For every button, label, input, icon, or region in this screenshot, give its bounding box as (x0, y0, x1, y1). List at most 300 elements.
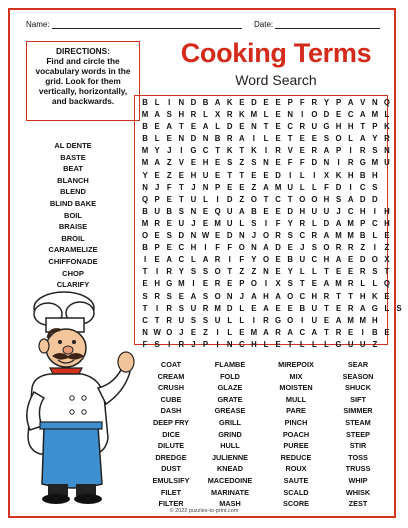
grid-letter[interactable]: Y (251, 255, 257, 265)
grid-letter[interactable]: L (372, 279, 378, 289)
grid-letter[interactable]: N (372, 98, 378, 107)
grid-letter[interactable]: J (191, 339, 196, 349)
grid-letter[interactable]: E (227, 182, 233, 192)
grid-letter[interactable]: E (275, 339, 281, 349)
grid-letter[interactable]: C (238, 339, 245, 349)
grid-letter[interactable]: Y (142, 170, 148, 180)
grid-letter[interactable]: U (214, 315, 221, 325)
grid-letter[interactable]: R (275, 327, 281, 337)
grid-letter[interactable]: I (143, 255, 147, 265)
grid-letter[interactable]: U (384, 158, 390, 168)
grid-letter[interactable]: E (227, 279, 233, 289)
grid-letter[interactable]: E (178, 170, 184, 180)
grid-letter[interactable]: L (311, 182, 317, 192)
grid-letter[interactable]: A (263, 303, 269, 313)
grid-letter[interactable]: L (227, 315, 233, 325)
grid-letter[interactable]: D (372, 194, 378, 204)
grid-letter[interactable]: A (323, 146, 330, 156)
grid-letter[interactable]: P (335, 146, 342, 156)
grid-letter[interactable]: A (335, 255, 342, 265)
grid-letter[interactable]: R (347, 158, 354, 168)
grid-letter[interactable]: L (263, 339, 269, 349)
grid-letter[interactable]: H (190, 170, 197, 180)
grid-letter[interactable]: K (251, 146, 257, 156)
grid-letter[interactable]: N (142, 182, 148, 192)
grid-letter[interactable]: E (335, 110, 342, 120)
grid-letter[interactable]: A (275, 291, 281, 301)
grid-letter[interactable]: E (323, 315, 330, 325)
grid-letter[interactable]: C (202, 146, 209, 156)
grid-letter[interactable]: E (348, 267, 354, 277)
grid-letter[interactable]: R (214, 279, 221, 289)
grid-letter[interactable]: E (263, 98, 269, 107)
grid-letter[interactable]: M (178, 279, 185, 289)
grid-letter[interactable]: A (323, 231, 330, 241)
grid-letter[interactable]: U (311, 206, 318, 216)
grid-letter[interactable]: U (202, 170, 209, 180)
grid-letter[interactable]: E (166, 218, 172, 228)
grid-letter[interactable]: C (178, 243, 185, 253)
grid-letter[interactable]: O (250, 279, 257, 289)
grid-letter[interactable]: G (335, 339, 342, 349)
grid-letter[interactable]: E (202, 279, 209, 289)
grid-letter[interactable]: E (384, 231, 390, 241)
grid-letter[interactable]: T (142, 303, 148, 313)
grid-letter[interactable]: H (263, 291, 269, 301)
grid-letter[interactable]: E (275, 255, 281, 265)
grid-letter[interactable]: M (274, 182, 282, 192)
grid-letter[interactable]: E (178, 291, 184, 301)
grid-letter[interactable]: U (287, 182, 293, 192)
grid-letter[interactable]: L (154, 98, 160, 107)
grid-letter[interactable]: B (251, 206, 257, 216)
grid-letter[interactable]: A (190, 291, 197, 301)
grid-letter[interactable]: S (372, 267, 378, 277)
grid-letter[interactable]: E (311, 134, 317, 144)
grid-letter[interactable]: M (347, 315, 354, 325)
grid-letter[interactable]: E (154, 122, 160, 132)
grid-letter[interactable]: I (192, 279, 195, 289)
grid-letter[interactable]: M (359, 315, 366, 325)
grid-letter[interactable]: S (251, 158, 257, 168)
grid-letter[interactable]: I (301, 315, 304, 325)
grid-letter[interactable]: J (336, 206, 341, 216)
grid-letter[interactable]: Z (239, 267, 245, 277)
name-field[interactable] (52, 20, 242, 29)
grid-letter[interactable]: R (299, 218, 306, 228)
grid-letter[interactable]: T (324, 267, 329, 277)
grid-letter[interactable]: I (373, 206, 376, 216)
grid-letter[interactable]: U (178, 218, 185, 228)
grid-letter[interactable]: U (347, 339, 354, 349)
grid-letter[interactable]: N (190, 231, 197, 241)
grid-letter[interactable]: D (226, 303, 233, 313)
grid-letter[interactable]: T (299, 279, 305, 289)
grid-letter[interactable]: B (359, 231, 366, 241)
grid-letter[interactable]: I (301, 110, 304, 120)
grid-letter[interactable]: Y (154, 146, 160, 156)
grid-letter[interactable]: F (239, 255, 245, 265)
grid-letter[interactable]: N (178, 98, 185, 107)
grid-letter[interactable]: T (178, 122, 184, 132)
grid-letter[interactable]: D (226, 231, 233, 241)
grid-letter[interactable]: E (190, 122, 197, 132)
grid-letter[interactable]: L (263, 134, 269, 144)
grid-letter[interactable]: F (299, 98, 305, 107)
grid-letter[interactable]: S (178, 206, 184, 216)
grid-letter[interactable]: E (384, 291, 390, 301)
grid-letter[interactable]: D (251, 98, 257, 107)
grid-letter[interactable]: L (299, 267, 305, 277)
grid-letter[interactable]: E (166, 194, 172, 204)
grid-letter[interactable]: R (190, 110, 197, 120)
grid-letter[interactable]: K (238, 110, 245, 120)
grid-letter[interactable]: U (226, 218, 233, 228)
grid-letter[interactable]: E (215, 158, 221, 168)
grid-letter[interactable]: E (275, 98, 281, 107)
grid-letter[interactable]: I (216, 194, 219, 204)
grid-letter[interactable]: L (360, 279, 366, 289)
grid-letter[interactable]: T (178, 194, 184, 204)
grid-letter[interactable]: E (299, 146, 305, 156)
grid-letter[interactable]: I (264, 146, 268, 156)
grid-letter[interactable]: O (166, 327, 173, 337)
grid-letter[interactable]: P (239, 279, 245, 289)
grid-letter[interactable]: L (203, 194, 208, 204)
grid-letter[interactable]: M (214, 218, 221, 228)
grid-letter[interactable]: T (142, 267, 148, 277)
grid-letter[interactable]: S (251, 218, 257, 228)
grid-letter[interactable]: L (203, 110, 208, 120)
grid-letter[interactable]: G (323, 122, 330, 132)
grid-letter[interactable]: T (336, 291, 341, 301)
grid-letter[interactable]: R (347, 243, 354, 253)
grid-letter[interactable]: H (335, 122, 342, 132)
grid-letter[interactable]: Z (360, 243, 366, 253)
grid-letter[interactable]: R (359, 267, 366, 277)
grid-letter[interactable]: K (335, 170, 342, 180)
grid-letter[interactable]: E (263, 170, 269, 180)
grid-letter[interactable]: J (239, 291, 244, 301)
grid-letter[interactable]: D (359, 255, 366, 265)
grid-letter[interactable]: N (287, 110, 293, 120)
grid-letter[interactable]: G (371, 303, 378, 313)
grid-letter[interactable]: O (287, 315, 294, 325)
grid-letter[interactable]: Z (384, 243, 390, 253)
grid-letter[interactable]: U (323, 206, 330, 216)
grid-letter[interactable]: A (166, 255, 173, 265)
grid-letter[interactable]: F (215, 243, 220, 253)
grid-letter[interactable]: R (384, 134, 390, 144)
grid-letter[interactable]: M (335, 279, 342, 289)
grid-letter[interactable]: E (215, 170, 221, 180)
grid-letter[interactable]: O (299, 194, 306, 204)
grid-letter[interactable]: O (287, 291, 294, 301)
grid-letter[interactable]: T (384, 267, 390, 277)
grid-letter[interactable]: E (190, 327, 197, 337)
grid-letter[interactable]: A (166, 122, 173, 132)
grid-letter[interactable]: D (323, 218, 330, 228)
grid-letter[interactable]: S (202, 267, 209, 277)
grid-letter[interactable]: B (202, 98, 209, 107)
grid-letter[interactable]: D (323, 110, 330, 120)
grid-letter[interactable]: H (323, 194, 330, 204)
grid-letter[interactable]: J (191, 182, 196, 192)
grid-letter[interactable]: H (190, 243, 197, 253)
grid-letter[interactable]: I (361, 327, 364, 337)
grid-letter[interactable]: M (141, 110, 149, 120)
grid-letter[interactable]: T (348, 291, 354, 301)
grid-letter[interactable]: N (251, 122, 257, 132)
grid-letter[interactable]: T (287, 194, 293, 204)
grid-letter[interactable]: T (239, 170, 245, 180)
grid-letter[interactable]: Z (203, 327, 208, 337)
grid-letter[interactable]: E (251, 170, 257, 180)
grid-letter[interactable]: N (263, 267, 269, 277)
grid-letter[interactable]: U (299, 255, 306, 265)
grid-letter[interactable]: A (214, 98, 221, 107)
grid-letter[interactable]: H (154, 279, 160, 289)
grid-letter[interactable]: Y (372, 134, 378, 144)
grid-letter[interactable]: C (275, 194, 281, 204)
grid-letter[interactable]: E (263, 206, 269, 216)
grid-letter[interactable]: O (250, 194, 257, 204)
grid-letter[interactable]: U (226, 206, 233, 216)
grid-letter[interactable]: E (166, 134, 172, 144)
grid-letter[interactable]: J (251, 231, 257, 241)
grid-letter[interactable]: N (178, 134, 185, 144)
grid-letter[interactable]: N (190, 206, 197, 216)
grid-letter[interactable]: A (238, 206, 245, 216)
grid-letter[interactable]: A (202, 122, 209, 132)
grid-letter[interactable]: J (179, 327, 184, 337)
grid-letter[interactable]: R (311, 98, 318, 107)
grid-letter[interactable]: S (287, 231, 293, 241)
grid-letter[interactable]: L (372, 231, 378, 241)
grid-letter[interactable]: R (299, 122, 306, 132)
grid-letter[interactable]: J (191, 218, 196, 228)
grid-letter[interactable]: Z (166, 158, 172, 168)
grid-letter[interactable]: I (216, 339, 219, 349)
grid-letter[interactable]: E (166, 243, 172, 253)
grid-letter[interactable]: H (359, 291, 366, 301)
grid-letter[interactable]: S (323, 134, 330, 144)
grid-letter[interactable]: R (275, 231, 281, 241)
grid-letter[interactable]: K (384, 122, 390, 132)
grid-letter[interactable]: D (178, 231, 185, 241)
grid-letter[interactable]: S (166, 291, 172, 301)
grid-letter[interactable]: R (335, 327, 342, 337)
grid-letter[interactable]: A (154, 158, 160, 168)
grid-letter[interactable]: P (360, 218, 366, 228)
grid-letter[interactable]: T (324, 327, 329, 337)
grid-letter[interactable]: V (287, 146, 293, 156)
grid-letter[interactable]: W (153, 327, 161, 337)
grid-letter[interactable]: O (323, 243, 330, 253)
grid-letter[interactable]: I (252, 315, 255, 325)
grid-letter[interactable]: A (335, 218, 342, 228)
grid-letter[interactable]: U (311, 303, 318, 313)
grid-letter[interactable]: E (239, 122, 245, 132)
grid-letter[interactable]: I (156, 303, 159, 313)
grid-letter[interactable]: O (214, 291, 221, 301)
grid-letter[interactable]: Q (142, 194, 149, 204)
grid-letter[interactable]: A (154, 110, 160, 120)
grid-letter[interactable]: N (263, 158, 269, 168)
grid-letter[interactable]: R (347, 303, 354, 313)
grid-letter[interactable]: Y (287, 267, 293, 277)
grid-letter[interactable]: D (275, 243, 281, 253)
grid-letter[interactable]: A (263, 182, 269, 192)
grid-letter[interactable]: E (154, 170, 160, 180)
grid-letter[interactable]: L (384, 303, 390, 313)
grid-letter[interactable]: I (337, 158, 340, 168)
grid-letter[interactable]: S (202, 315, 209, 325)
grid-letter[interactable]: C (287, 122, 293, 132)
grid-letter[interactable]: P (372, 122, 378, 132)
grid-letter[interactable]: M (141, 146, 149, 156)
grid-letter[interactable]: U (311, 315, 318, 325)
grid-letter[interactable]: L (299, 339, 305, 349)
grid-letter[interactable]: C (311, 255, 318, 265)
grid-letter[interactable]: O (311, 110, 318, 120)
grid-letter[interactable]: Z (166, 170, 172, 180)
grid-letter[interactable]: T (263, 122, 269, 132)
grid-letter[interactable]: N (323, 158, 330, 168)
grid-letter[interactable]: S (335, 194, 342, 204)
grid-letter[interactable]: R (347, 279, 354, 289)
grid-letter[interactable]: A (263, 327, 269, 337)
grid-letter[interactable]: K (226, 98, 233, 107)
grid-letter[interactable]: S (227, 158, 233, 168)
grid-letter[interactable]: A (202, 255, 209, 265)
grid-letter[interactable]: S (190, 267, 197, 277)
grid-letter[interactable]: V (178, 158, 184, 168)
grid-letter[interactable]: U (178, 315, 185, 325)
grid-letter[interactable]: A (251, 291, 257, 301)
grid-letter[interactable]: J (154, 182, 160, 192)
grid-letter[interactable]: R (202, 303, 209, 313)
grid-letter[interactable]: C (142, 315, 148, 325)
grid-letter[interactable]: A (359, 303, 366, 313)
grid-letter[interactable]: I (168, 98, 171, 107)
grid-letter[interactable]: I (289, 170, 292, 180)
grid-letter[interactable]: E (275, 134, 281, 144)
grid-letter[interactable]: P (202, 339, 209, 349)
grid-letter[interactable]: N (202, 182, 209, 192)
grid-letter[interactable]: I (180, 146, 183, 156)
grid-letter[interactable]: Q (383, 98, 390, 107)
grid-letter[interactable]: F (287, 158, 293, 168)
grid-letter[interactable]: R (226, 110, 233, 120)
grid-letter[interactable]: R (214, 255, 221, 265)
grid-letter[interactable]: T (239, 146, 245, 156)
grid-letter[interactable]: A (335, 315, 342, 325)
grid-letter[interactable]: L (384, 110, 390, 120)
grid-letter[interactable]: D (190, 98, 197, 107)
grid-letter[interactable]: G (166, 279, 173, 289)
grid-letter[interactable]: D (275, 170, 281, 180)
grid-letter[interactable]: H (311, 291, 318, 301)
grid-letter[interactable]: B (359, 170, 366, 180)
grid-letter[interactable]: S (154, 339, 160, 349)
grid-letter[interactable]: F (166, 182, 172, 192)
grid-letter[interactable]: R (178, 339, 185, 349)
grid-letter[interactable]: H (359, 206, 366, 216)
grid-letter[interactable]: L (348, 134, 354, 144)
grid-letter[interactable]: R (154, 291, 160, 301)
grid-letter[interactable]: E (275, 206, 281, 216)
grid-letter[interactable]: L (311, 339, 317, 349)
grid-letter[interactable]: M (335, 231, 342, 241)
grid-letter[interactable]: E (348, 327, 354, 337)
grid-letter[interactable]: X (384, 255, 390, 265)
grid-letter[interactable]: L (239, 315, 245, 325)
grid-letter[interactable]: M (214, 303, 221, 313)
grid-letter[interactable]: A (323, 279, 330, 289)
grid-letter[interactable]: I (264, 218, 268, 228)
grid-letter[interactable]: X (215, 110, 221, 120)
grid-letter[interactable]: L (154, 134, 160, 144)
grid-letter[interactable]: E (239, 327, 245, 337)
grid-letter[interactable]: E (335, 267, 342, 277)
grid-letter[interactable]: N (202, 134, 209, 144)
grid-letter[interactable]: E (275, 267, 281, 277)
grid-letter[interactable]: U (154, 206, 160, 216)
grid-letter[interactable]: L (239, 303, 245, 313)
grid-letter[interactable]: C (347, 110, 354, 120)
grid-letter[interactable]: O (262, 255, 270, 265)
date-field[interactable] (275, 20, 380, 29)
grid-letter[interactable]: R (335, 243, 342, 253)
grid-letter[interactable]: S (396, 303, 402, 313)
grid-letter[interactable]: Z (251, 267, 257, 277)
grid-letter[interactable]: E (275, 158, 281, 168)
grid-letter[interactable]: L (311, 267, 317, 277)
grid-letter[interactable]: M (347, 218, 354, 228)
grid-letter[interactable]: O (335, 134, 342, 144)
grid-letter[interactable]: K (226, 146, 233, 156)
grid-letter[interactable]: F (142, 339, 148, 349)
grid-letter[interactable]: Z (239, 194, 245, 204)
grid-letter[interactable]: T (287, 339, 293, 349)
grid-letter[interactable]: C (178, 255, 185, 265)
grid-letter[interactable]: N (251, 243, 257, 253)
grid-letter[interactable]: T (227, 267, 233, 277)
grid-letter[interactable]: B (142, 134, 148, 144)
grid-letter[interactable]: L (311, 218, 317, 228)
grid-letter[interactable]: E (251, 303, 257, 313)
grid-letter[interactable]: E (311, 279, 317, 289)
grid-letter[interactable]: B (142, 243, 148, 253)
grid-letter[interactable]: E (384, 327, 390, 337)
grid-letter[interactable]: N (142, 327, 148, 337)
grid-letter[interactable]: C (299, 291, 306, 301)
grid-letter[interactable]: B (299, 303, 306, 313)
grid-letter[interactable]: E (275, 303, 281, 313)
grid-letter[interactable]: O (214, 267, 221, 277)
grid-letter[interactable]: Y (287, 218, 293, 228)
grid-letter[interactable]: L (215, 122, 220, 132)
grid-letter[interactable]: T (215, 146, 220, 156)
grid-letter[interactable]: C (347, 206, 354, 216)
grid-letter[interactable]: D (226, 194, 233, 204)
grid-letter[interactable]: R (166, 303, 173, 313)
grid-letter[interactable]: T (324, 303, 329, 313)
grid-letter[interactable]: U (311, 122, 318, 132)
grid-letter[interactable]: F (275, 218, 281, 228)
grid-letter[interactable]: I (349, 182, 352, 192)
